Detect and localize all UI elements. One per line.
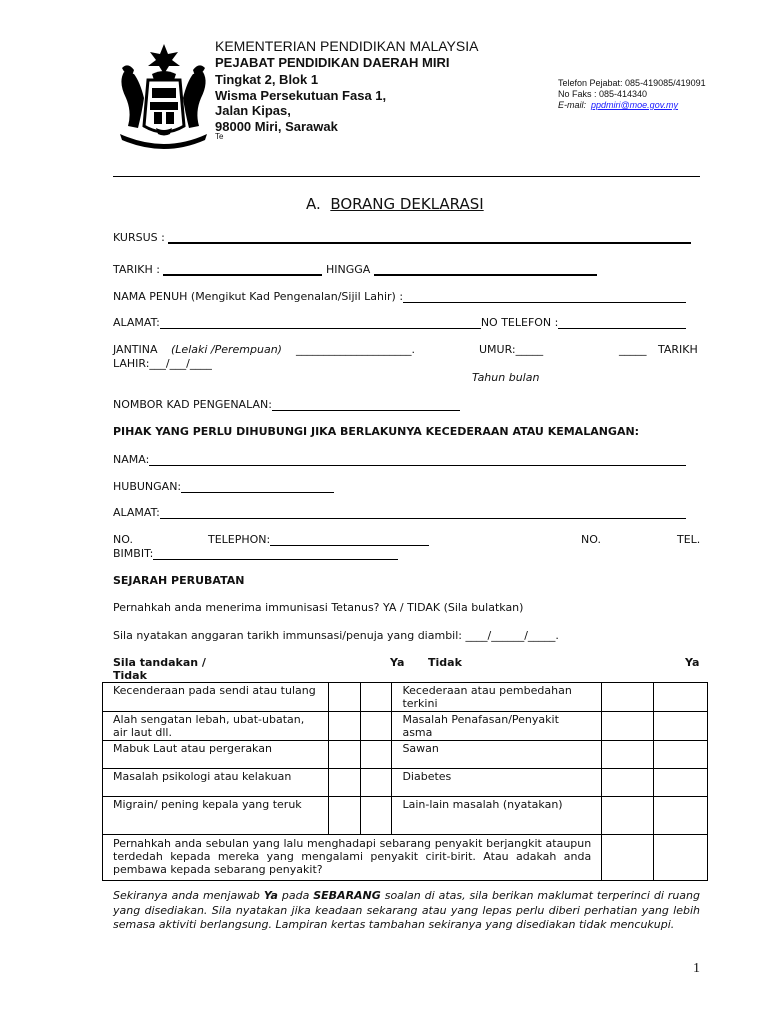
checkbox-tidak[interactable] bbox=[360, 741, 392, 769]
table-row bbox=[103, 769, 708, 797]
tarikh-line[interactable] bbox=[163, 274, 322, 276]
table-row bbox=[103, 712, 708, 741]
no-telefon-line[interactable] bbox=[558, 328, 686, 329]
ministry-name: KEMENTERIAN PENDIDIKAN MALAYSIA bbox=[215, 38, 479, 54]
umur-bulan-field[interactable]: _____ bbox=[619, 343, 647, 356]
checkbox-ya[interactable] bbox=[602, 741, 654, 769]
contact-hubungan-line[interactable] bbox=[181, 492, 334, 493]
nombor-kp-line[interactable] bbox=[272, 410, 460, 411]
contact-bimbit-field: BIMBIT: bbox=[113, 547, 398, 560]
checkbox-ya[interactable] bbox=[328, 797, 360, 835]
condition-label: Mabuk Laut atau pergerakan bbox=[103, 741, 329, 769]
table-row bbox=[103, 835, 708, 881]
checkbox-tidak[interactable] bbox=[360, 683, 392, 712]
column-ya-right: Ya bbox=[685, 656, 700, 669]
checkbox-tidak[interactable] bbox=[654, 835, 708, 881]
malaysia-crest-logo bbox=[112, 42, 215, 150]
checkbox-ya[interactable] bbox=[328, 769, 360, 797]
checkbox-ya[interactable] bbox=[602, 712, 654, 741]
checkbox-tidak[interactable] bbox=[654, 683, 708, 712]
address-line-1: Tingkat 2, Blok 1 bbox=[215, 72, 319, 87]
email-link[interactable]: ppdmiri@moe.gov.my bbox=[591, 100, 679, 110]
alamat-field: ALAMAT: NO TELEFON : bbox=[113, 316, 686, 329]
checkbox-ya[interactable] bbox=[328, 683, 360, 712]
page-number: 1 bbox=[693, 961, 700, 976]
tarikh-field: TARIKH : HINGGA bbox=[113, 263, 597, 276]
condition-label: Migrain/ pening kepala yang teruk bbox=[103, 797, 329, 835]
jantina-label: JANTINA bbox=[113, 343, 158, 356]
checkbox-ya[interactable] bbox=[328, 712, 360, 741]
table-instruction: Sila tandakan / bbox=[113, 656, 206, 669]
contact-nama-line[interactable] bbox=[149, 465, 686, 466]
kursus-field: KURSUS : bbox=[113, 231, 691, 244]
contact-telephon-field: TELEPHON: bbox=[208, 533, 429, 546]
contact-telephon-line[interactable] bbox=[270, 545, 429, 546]
hingga-line[interactable] bbox=[374, 274, 597, 276]
checkbox-ya[interactable] bbox=[602, 769, 654, 797]
office-phone: Telefon Pejabat: 085-419085/419091 bbox=[558, 78, 706, 88]
checkbox-tidak[interactable] bbox=[654, 712, 708, 741]
header-divider bbox=[113, 176, 700, 177]
checkbox-tidak[interactable] bbox=[360, 712, 392, 741]
medical-checklist-table bbox=[102, 682, 708, 881]
contact-bimbit-line[interactable] bbox=[153, 559, 398, 560]
contact-tel-label: TEL. bbox=[677, 533, 701, 546]
condition-label: Kecederaan atau pembedahan terkini bbox=[392, 683, 602, 712]
immunisation-date-question: Sila nyatakan anggaran tarikh immunsasi/penuja yang diambil: ____/______/_____. bbox=[113, 629, 559, 642]
contact-no-label: NO. bbox=[113, 533, 133, 546]
checkbox-tidak[interactable] bbox=[654, 797, 708, 835]
contact-nama-field: NAMA: bbox=[113, 453, 686, 466]
medical-history-heading: SEJARAH PERUBATAN bbox=[113, 574, 245, 587]
table-row bbox=[103, 797, 708, 835]
nama-penuh-field: NAMA PENUH (Mengikut Kad Pengenalan/Sijil Lahir) : bbox=[113, 290, 686, 303]
condition-label: Masalah Penafasan/Penyakit asma bbox=[392, 712, 602, 741]
form-title: A. BORANG DEKLARASI bbox=[306, 195, 484, 213]
condition-label: Alah sengatan lebah, ubat-ubatan, air laut dll. bbox=[103, 712, 329, 741]
condition-label: Kecenderaan pada sendi atau tulang bbox=[103, 683, 329, 712]
contact-section-heading: PIHAK YANG PERLU DIHUBUNGI JIKA BERLAKUNYA KECEDERAAN ATAU KEMALANGAN: bbox=[113, 425, 640, 438]
column-ya-left: Ya bbox=[390, 656, 405, 669]
column-tidak-left: Tidak bbox=[428, 656, 462, 669]
nama-penuh-line[interactable] bbox=[403, 302, 686, 303]
condition-label: Diabetes bbox=[392, 769, 602, 797]
table-row bbox=[103, 741, 708, 769]
office-email: E-mail: ppdmiri@moe.gov.my bbox=[558, 100, 679, 110]
table-row bbox=[103, 683, 708, 712]
contact-no2-label: NO. bbox=[581, 533, 601, 546]
condition-label: Sawan bbox=[392, 741, 602, 769]
condition-label: Masalah psikologi atau kelakuan bbox=[103, 769, 329, 797]
table-instruction-tidak: Tidak bbox=[113, 669, 147, 682]
condition-label: Lain-lain masalah (nyatakan) bbox=[392, 797, 602, 835]
office-name: PEJABAT PENDIDIKAN DAERAH MIRI bbox=[215, 55, 450, 70]
header-te: Te bbox=[215, 132, 224, 141]
office-fax: No Faks : 085-414340 bbox=[558, 89, 648, 99]
checkbox-tidak[interactable] bbox=[654, 741, 708, 769]
infectious-disease-question: Pernahkah anda sebulan yang lalu menghadapi sebarang penyakit berjangkit ataupun terdedah kepada mereka yang mengalami penyakit cirit-birit. Atau adakah anda pembawa kepada sebarang penyakit? bbox=[103, 835, 602, 881]
checkbox-tidak[interactable] bbox=[654, 769, 708, 797]
address-line-2: Wisma Persekutuan Fasa 1, bbox=[215, 88, 387, 103]
tarikh-lahir-field[interactable]: LAHIR:___/___/____ bbox=[113, 357, 212, 370]
checkbox-ya[interactable] bbox=[602, 835, 654, 881]
checkbox-ya[interactable] bbox=[328, 741, 360, 769]
checkbox-ya[interactable] bbox=[602, 797, 654, 835]
declaration-note: Sekiranya anda menjawab Ya pada SEBARANG soalan di atas, sila berikan maklumat terperinci di ruang yang disediakan. Sila nyatakan jika keadaan sekarang atau yang lepas perlu diberi perhatian yang lebih semasa aktiviti berlangsung. Lampiran kertas tambahan sekiranya yang disediakan tidak mencukupi. bbox=[113, 889, 700, 931]
checkbox-tidak[interactable] bbox=[360, 769, 392, 797]
address-line-4: 98000 Miri, Sarawak bbox=[215, 119, 338, 134]
tahun-bulan-label: Tahun bulan bbox=[472, 371, 540, 384]
contact-alamat-field: ALAMAT: bbox=[113, 506, 686, 519]
kursus-line[interactable] bbox=[168, 242, 691, 244]
alamat-line[interactable] bbox=[160, 328, 481, 329]
address-line-3: Jalan Kipas, bbox=[215, 103, 291, 118]
tarikh-lahir-label: TARIKH bbox=[658, 343, 698, 356]
checkbox-tidak[interactable] bbox=[360, 797, 392, 835]
jantina-options: (Lelaki /Perempuan) bbox=[171, 343, 282, 356]
contact-alamat-line[interactable] bbox=[160, 518, 686, 519]
tetanus-question: Pernahkah anda menerima immunisasi Tetanus? YA / TIDAK (Sila bulatkan) bbox=[113, 601, 524, 614]
jantina-line[interactable]: _____________________. bbox=[296, 343, 415, 356]
checkbox-ya[interactable] bbox=[602, 683, 654, 712]
contact-hubungan-field: HUBUNGAN: bbox=[113, 480, 334, 493]
umur-field[interactable]: UMUR:_____ bbox=[479, 343, 544, 356]
nombor-kp-field: NOMBOR KAD PENGENALAN: bbox=[113, 398, 460, 411]
